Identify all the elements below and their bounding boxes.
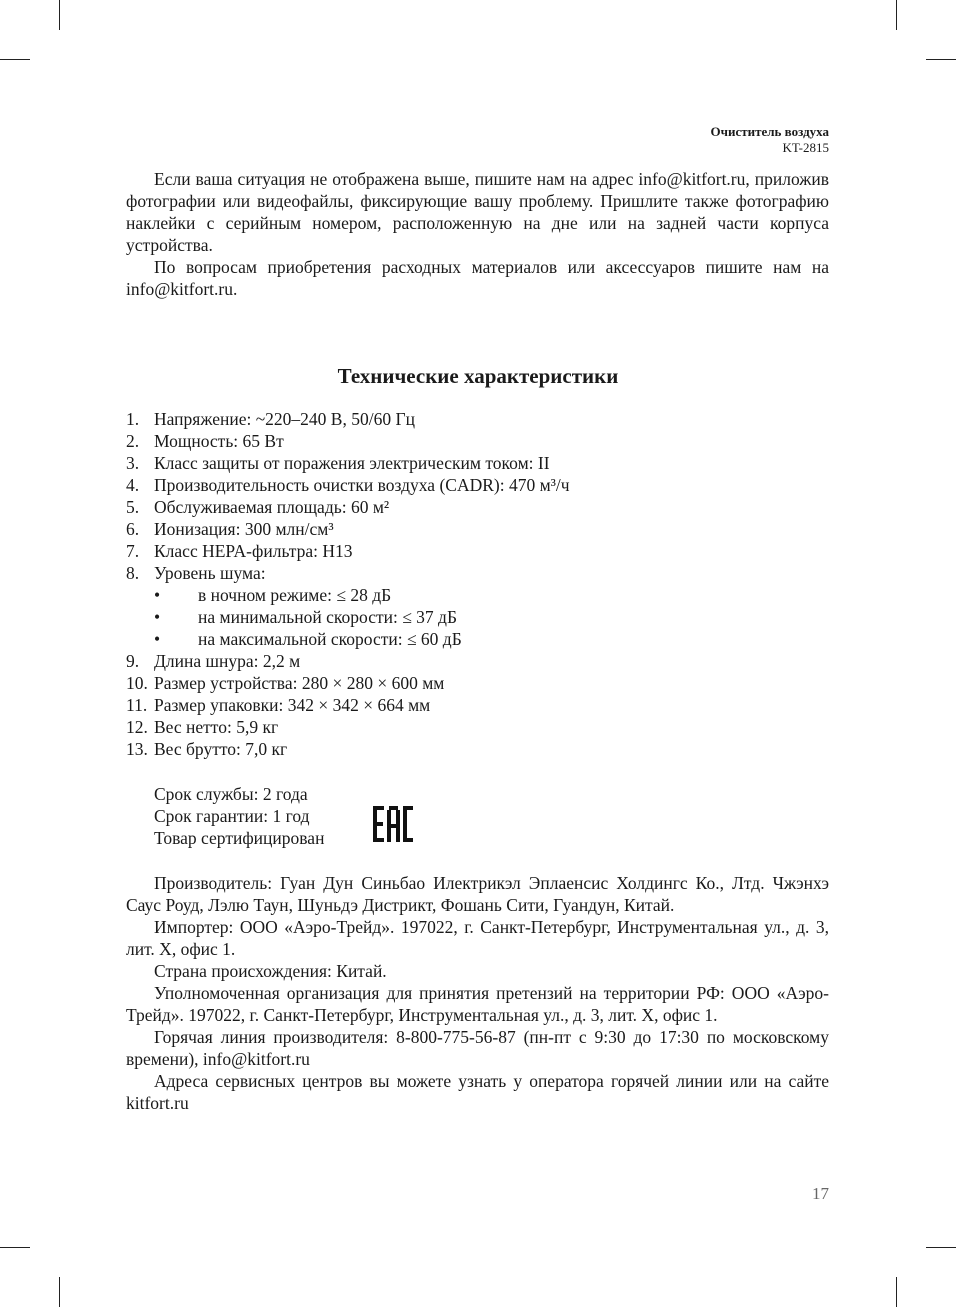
noise-text: на максимальной скорости: ≤ 60 дБ <box>198 629 462 649</box>
spec-number: 9. <box>126 651 140 671</box>
section-title: Технические характеристики <box>337 364 619 388</box>
certified: Товар сертифицирован <box>154 828 325 848</box>
crop-mark <box>0 1247 30 1248</box>
authorized-org-paragraph: Уполномоченная организация для принятия претензий на территории РФ: ООО «Аэро-Трейд». 197022, г. Санкт-Петербург, Инструментальная ул., д. 3, лит. Х, офис 1. <box>126 983 829 1025</box>
spec-item <box>126 518 570 540</box>
spec-number: 5. <box>126 497 140 517</box>
spec-item <box>126 496 570 518</box>
crop-mark <box>59 1277 60 1307</box>
crop-mark <box>896 1277 897 1307</box>
hotline-paragraph: Горячая линия производителя: 8-800-775-56-87 (пн-пт с 9:30 до 17:30 по московскому времени), info@kitfort.ru <box>126 1027 829 1069</box>
intro-paragraph: По вопросам приобретения расходных материалов или аксессуаров пишите нам на info@kitfort.ru. <box>126 257 829 299</box>
noise-text: на минимальной скорости: ≤ 37 дБ <box>198 607 458 627</box>
eac-logo-icon <box>372 804 414 844</box>
spec-text: Мощность: 65 Вт <box>154 431 284 451</box>
noise-item <box>126 584 570 606</box>
importer-paragraph: Импортер: ООО «Аэро-Трейд». 197022, г. Санкт-Петербург, Инструментальная ул., д. 3, лит. Х, офис 1. <box>126 917 829 959</box>
spec-number: 13. <box>126 739 148 759</box>
spec-item <box>126 672 570 694</box>
spec-number: 8. <box>126 563 140 583</box>
spec-text: Размер устройства: 280 × 280 × 600 мм <box>154 673 445 693</box>
origin-paragraph: Страна происхождения: Китай. <box>154 961 387 981</box>
spec-item <box>126 716 570 738</box>
crop-mark <box>926 59 956 60</box>
page-header <box>711 124 829 156</box>
spec-text: Уровень шума: <box>154 563 266 583</box>
spec-item <box>126 694 570 716</box>
spec-item <box>126 408 570 430</box>
spec-number: 2. <box>126 431 140 451</box>
spec-text: Вес нетто: 5,9 кг <box>154 717 279 737</box>
spec-number: 7. <box>126 541 140 561</box>
spec-number: 1. <box>126 409 140 429</box>
noise-item <box>126 606 570 628</box>
manufacturer-paragraph: Производитель: Гуан Дун Синьбао Илектрикэл Эплаенсис Холдингс Ко., Лтд. Чжэнхэ Саус Роуд, Лэлю Таун, Шуньдэ Дистрикт, Фошань Сити, Гуандун, Китай. <box>126 873 829 915</box>
bullet: • <box>154 607 161 627</box>
specs-list <box>126 408 570 760</box>
page-number: 17 <box>812 1184 829 1203</box>
spec-item <box>126 474 570 496</box>
spec-number: 12. <box>126 717 148 737</box>
spec-text: Вес брутто: 7,0 кг <box>154 739 288 759</box>
spec-item <box>126 540 570 562</box>
spec-text: Ионизация: 300 млн/см³ <box>154 519 334 539</box>
spec-item <box>126 738 570 760</box>
crop-mark <box>0 59 30 60</box>
service-centers-paragraph: Адреса сервисных центров вы можете узнать у оператора горячей линии или на сайте kitfort.ru <box>126 1071 829 1113</box>
spec-item <box>126 452 570 474</box>
spec-text: Напряжение: ~220–240 В, 50/60 Гц <box>154 409 415 429</box>
spec-number: 11. <box>126 695 148 715</box>
service-info <box>154 783 324 849</box>
crop-mark <box>926 1247 956 1248</box>
manufacturer-section <box>126 872 829 1114</box>
spec-text: Производительность очистки воздуха (CADR): 470 м³/ч <box>154 475 570 495</box>
spec-item <box>126 650 570 672</box>
bullet: • <box>154 585 161 605</box>
crop-mark <box>896 0 897 30</box>
noise-text: в ночном режиме: ≤ 28 дБ <box>198 585 392 605</box>
service-life: Срок службы: 2 года <box>154 784 308 804</box>
spec-number: 10. <box>126 673 148 693</box>
spec-number: 3. <box>126 453 140 473</box>
product-model: KT-2815 <box>782 140 829 155</box>
spec-text: Класс защиты от поражения электрическим током: II <box>154 453 550 473</box>
spec-item <box>126 562 570 584</box>
noise-item <box>126 628 570 650</box>
spec-text: Размер упаковки: 342 × 342 × 664 мм <box>154 695 431 715</box>
spec-text: Длина шнура: 2,2 м <box>154 651 301 671</box>
spec-number: 4. <box>126 475 140 495</box>
warranty: Срок гарантии: 1 год <box>154 806 310 826</box>
spec-number: 6. <box>126 519 140 539</box>
bullet: • <box>154 629 161 649</box>
intro-section <box>126 168 829 300</box>
spec-text: Обслуживаемая площадь: 60 м² <box>154 497 390 517</box>
intro-paragraph: Если ваша ситуация не отображена выше, пишите нам на адрес info@kitfort.ru, приложив фотографии или видеофайлы, фиксирующие вашу проблему. Пришлите также фотографию наклейки с серийным номером, расположенную на дне или на задней части корпуса устройства. <box>126 169 829 255</box>
spec-text: Класс HEPA-фильтра: H13 <box>154 541 353 561</box>
product-title: Очиститель воздуха <box>710 124 829 139</box>
spec-item <box>126 430 570 452</box>
crop-mark <box>59 0 60 30</box>
